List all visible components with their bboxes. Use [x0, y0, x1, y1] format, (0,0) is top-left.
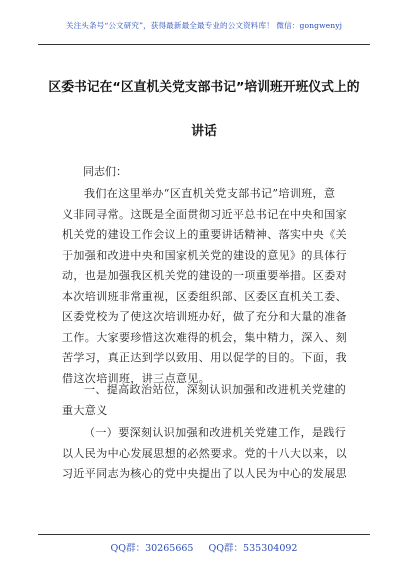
section-heading-line: 一、提高政治站位，深刻认识加强和改进机关党建的 [84, 383, 347, 396]
header-divider [38, 44, 370, 45]
paragraph-line: 义非同寻常。这既是全面贯彻习近平总书记在中央和国家 [62, 207, 347, 221]
paragraph-line: 机关党的建设工作会议上的重要讲话精神、落实中央《关 [62, 228, 347, 241]
section-heading-1 [62, 380, 352, 421]
header-note: 关注头条号“公文研究”，获得最新最全最专业的公文资料库！ 微信：gongwenyj [65, 21, 343, 30]
footer-qq-group-2: QQ群：535304092 [208, 543, 298, 554]
document-title-line1: 区委书记在“区直机关党支部书记”培训班开班仪式上的 [48, 80, 360, 95]
paragraph-intro [62, 184, 352, 389]
document-title-line2: 讲话 [191, 124, 217, 139]
paragraph-line: 习近平同志为核心的党中央提出了以人民为中心的发展思 [62, 467, 347, 480]
paragraph-line: 动，也是加强我区机关党的建设的一项重要举措。区委对 [62, 269, 347, 282]
footer-qq-group-1: QQ群：30265665 [110, 543, 194, 554]
paragraph-line: （一）要深刻认识加强和改进机关党建工作，是践行 [84, 426, 347, 439]
paragraph-point-1 [62, 423, 352, 485]
paragraph-line: 工作。大家要珍惜这次难得的机会，集中精力，深入、刻 [62, 330, 347, 344]
section-heading-line: 重大意义 [62, 403, 108, 417]
paragraph-line: 苦学习，真正达到学以致用、用以促学的目的。下面，我 [62, 351, 347, 364]
footer [0, 540, 408, 554]
paragraph-line: 本次培训班非常重视，区委组织部、区委区直机关工委、 [62, 289, 347, 303]
paragraph-line: 以人民为中心发展思想的必然要求。党的十八大以来，以 [62, 446, 347, 460]
paragraph-line: 区委党校为了使这次培训班办好，做了充分和大量的准备 [62, 310, 347, 323]
paragraph-line: 借这次培训班，讲三点意见。 [62, 371, 211, 385]
salutation: 同志们： [83, 165, 127, 178]
paragraph-line: 于加强和改进中央和国家机关党的建设的意见》的具体行 [62, 248, 347, 262]
paragraph-line: 我们在这里举办“区直机关党支部书记”培训班，意 [84, 187, 336, 200]
footer-divider [38, 534, 370, 535]
